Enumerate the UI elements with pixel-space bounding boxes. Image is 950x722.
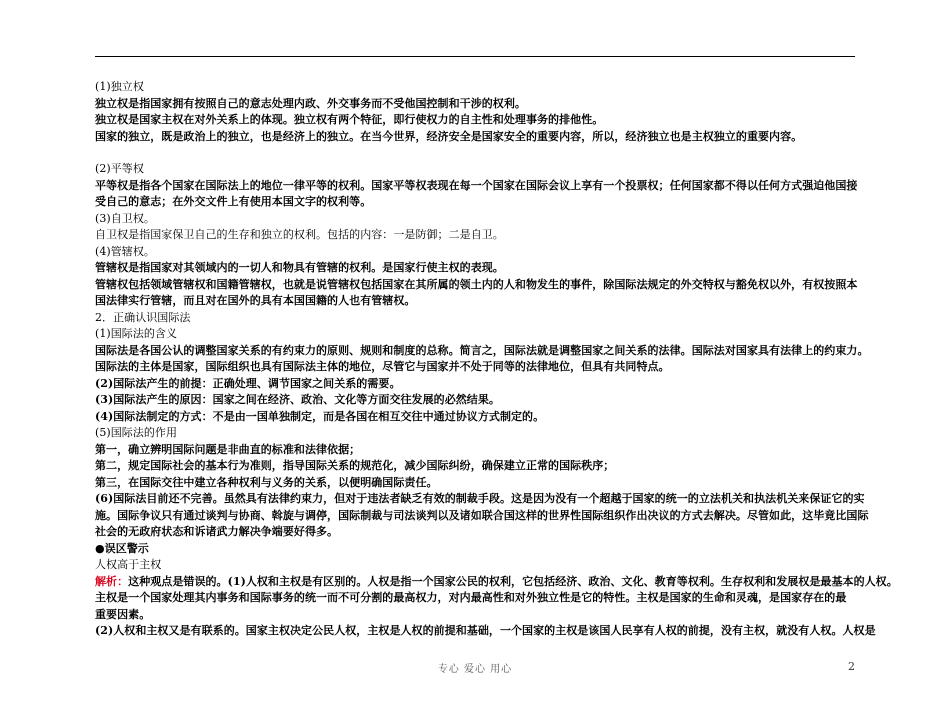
- text-line: 独立权是国家主权在对外关系上的体现。独立权有两个特征，即行使权力的自主性和处理事务的排他性。: [95, 113, 604, 126]
- text-line: 自卫权是指国家保卫自己的生存和独立的权利。包括的内容：一是防御；二是自卫。: [95, 228, 504, 241]
- text-line: 独立权是指国家拥有按照自己的意志处理内政、外交事务而不受他国控制和干涉的权利。: [95, 96, 526, 110]
- text-line: 管辖权包括领域管辖权和国籍管辖权，也就是说管辖权包括国家在其所属的领土内的人和物发生的事件，除国际法规定的外交特权与豁免权以外，有权按照本: [95, 277, 858, 291]
- text-line: 第一，确立辨明国际问题是非曲直的标准和法律依据；: [95, 442, 361, 456]
- analysis-text: 这种观点是错误的。(1)人权和主权是有区别的。人权是指一个国家公民的权利，它包括经济、政治、文化、教育等权利。生存权利和发展权是最基本的人权。: [128, 574, 898, 588]
- text-line: 受自己的意志；在外交文件上有使用本国文字的权利等。: [95, 195, 372, 208]
- misconception-title: 人权高于主权: [95, 558, 162, 571]
- text-line: (3)国际法产生的原因：国家之间在经济、政治、文化等方面交往发展的必然结果。: [95, 393, 500, 406]
- heading-equality: (2)平等权: [95, 162, 144, 175]
- analysis-line: [95, 574, 898, 591]
- text-line: (4)国际法制定的方式：不是由一国单独制定，而是各国在相互交往中通过协议方式制定的。: [95, 409, 545, 423]
- text-line: 第三，在国际交往中建立各种权利与义务的关系，以便明确国际责任。: [95, 475, 438, 489]
- text-line: (2)人权和主权又是有联系的。国家主权决定公民人权，主权是人权的前提和基础，一个国家的主权是该国人民享有人权的前提，没有主权，就没有人权。人权是: [95, 624, 876, 637]
- text-line: 国家的独立，既是政治上的独立，也是经济上的独立。在当今世界，经济安全是国家安全的重要内容，所以，经济独立也是主权独立的重要内容。: [95, 129, 803, 143]
- text-line: (6)国际法目前还不完善。虽然具有法律约束力，但对于违法者缺乏有效的制裁手段。这是因为没有一个超越于国家的统一的立法机关和执法机关来保证它的实: [95, 492, 865, 505]
- text-line: 主权是一个国家处理其内事务和国际事务的统一而不可分割的最高权力，对内最高性和对外独立性是它的特性。主权是国家的生命和灵魂，是国家存在的最: [95, 591, 847, 604]
- text-line: 第二，规定国际社会的基本行为准则，指导国际关系的规范化，减少国际纠纷，确保建立正常的国际秩序；: [95, 459, 615, 472]
- text-line: 国法律实行管辖，而且对在国外的具有本国国籍的人也有管辖权。: [95, 294, 416, 307]
- misconception-heading: ●误区警示: [95, 541, 149, 555]
- heading-jurisdiction: (4)管辖权。: [95, 244, 155, 258]
- text-line: (2)国际法产生的前提：正确处理、调节国家之间关系的需要。: [95, 376, 401, 390]
- analysis-label: 解析：: [95, 574, 129, 588]
- page-footer: 专心 爱心 用心: [437, 664, 513, 675]
- text-line: 国际法是各国公认的调整国家关系的有约束力的原则、规则和制度的总称。简言之，国际法就是调整国家之间关系的法律。国际法对国家具有法律上的约束力。: [95, 343, 869, 357]
- document-body: [95, 79, 898, 640]
- section-heading-international-law: 2．正确认识国际法: [95, 310, 191, 324]
- heading-independence: (1)独立权: [95, 80, 144, 93]
- text-line: 施。国际争议只有通过谈判与协商、斡旋与调停，国际制裁与司法谈判以及诸如联合国这样的世界性国际组织作出决议的方式去解决。尽管如此，这毕竟比国际: [95, 508, 869, 522]
- text-line: 重要因素。: [95, 607, 151, 621]
- text-line: 社会的无政府状态和诉诸武力解决争端要好得多。: [95, 525, 339, 538]
- text-line: 平等权是指各个国家在国际法上的地位一律平等的权利。国家平等权表现在每一个国家在国际会议上享有一个投票权；任何国家都不得以任何方式强迫他国接: [95, 178, 858, 192]
- text-line: 管辖权是指国家对其领域内的一切人和物具有管辖的权利。是国家行使主权的表现。: [95, 261, 504, 274]
- heading-self-defense: (3)自卫权。: [95, 211, 155, 225]
- header-rule: [95, 56, 855, 57]
- heading-role: (5)国际法的作用: [95, 426, 178, 439]
- heading-meaning: (1)国际法的含义: [95, 327, 178, 340]
- text-line: 国际法的主体是国家，国际组织也具有国际法主体的地位，尽管它与国家并不处于同等的法律地位，但具有共同特点。: [95, 360, 670, 373]
- page-number: 2: [848, 660, 855, 673]
